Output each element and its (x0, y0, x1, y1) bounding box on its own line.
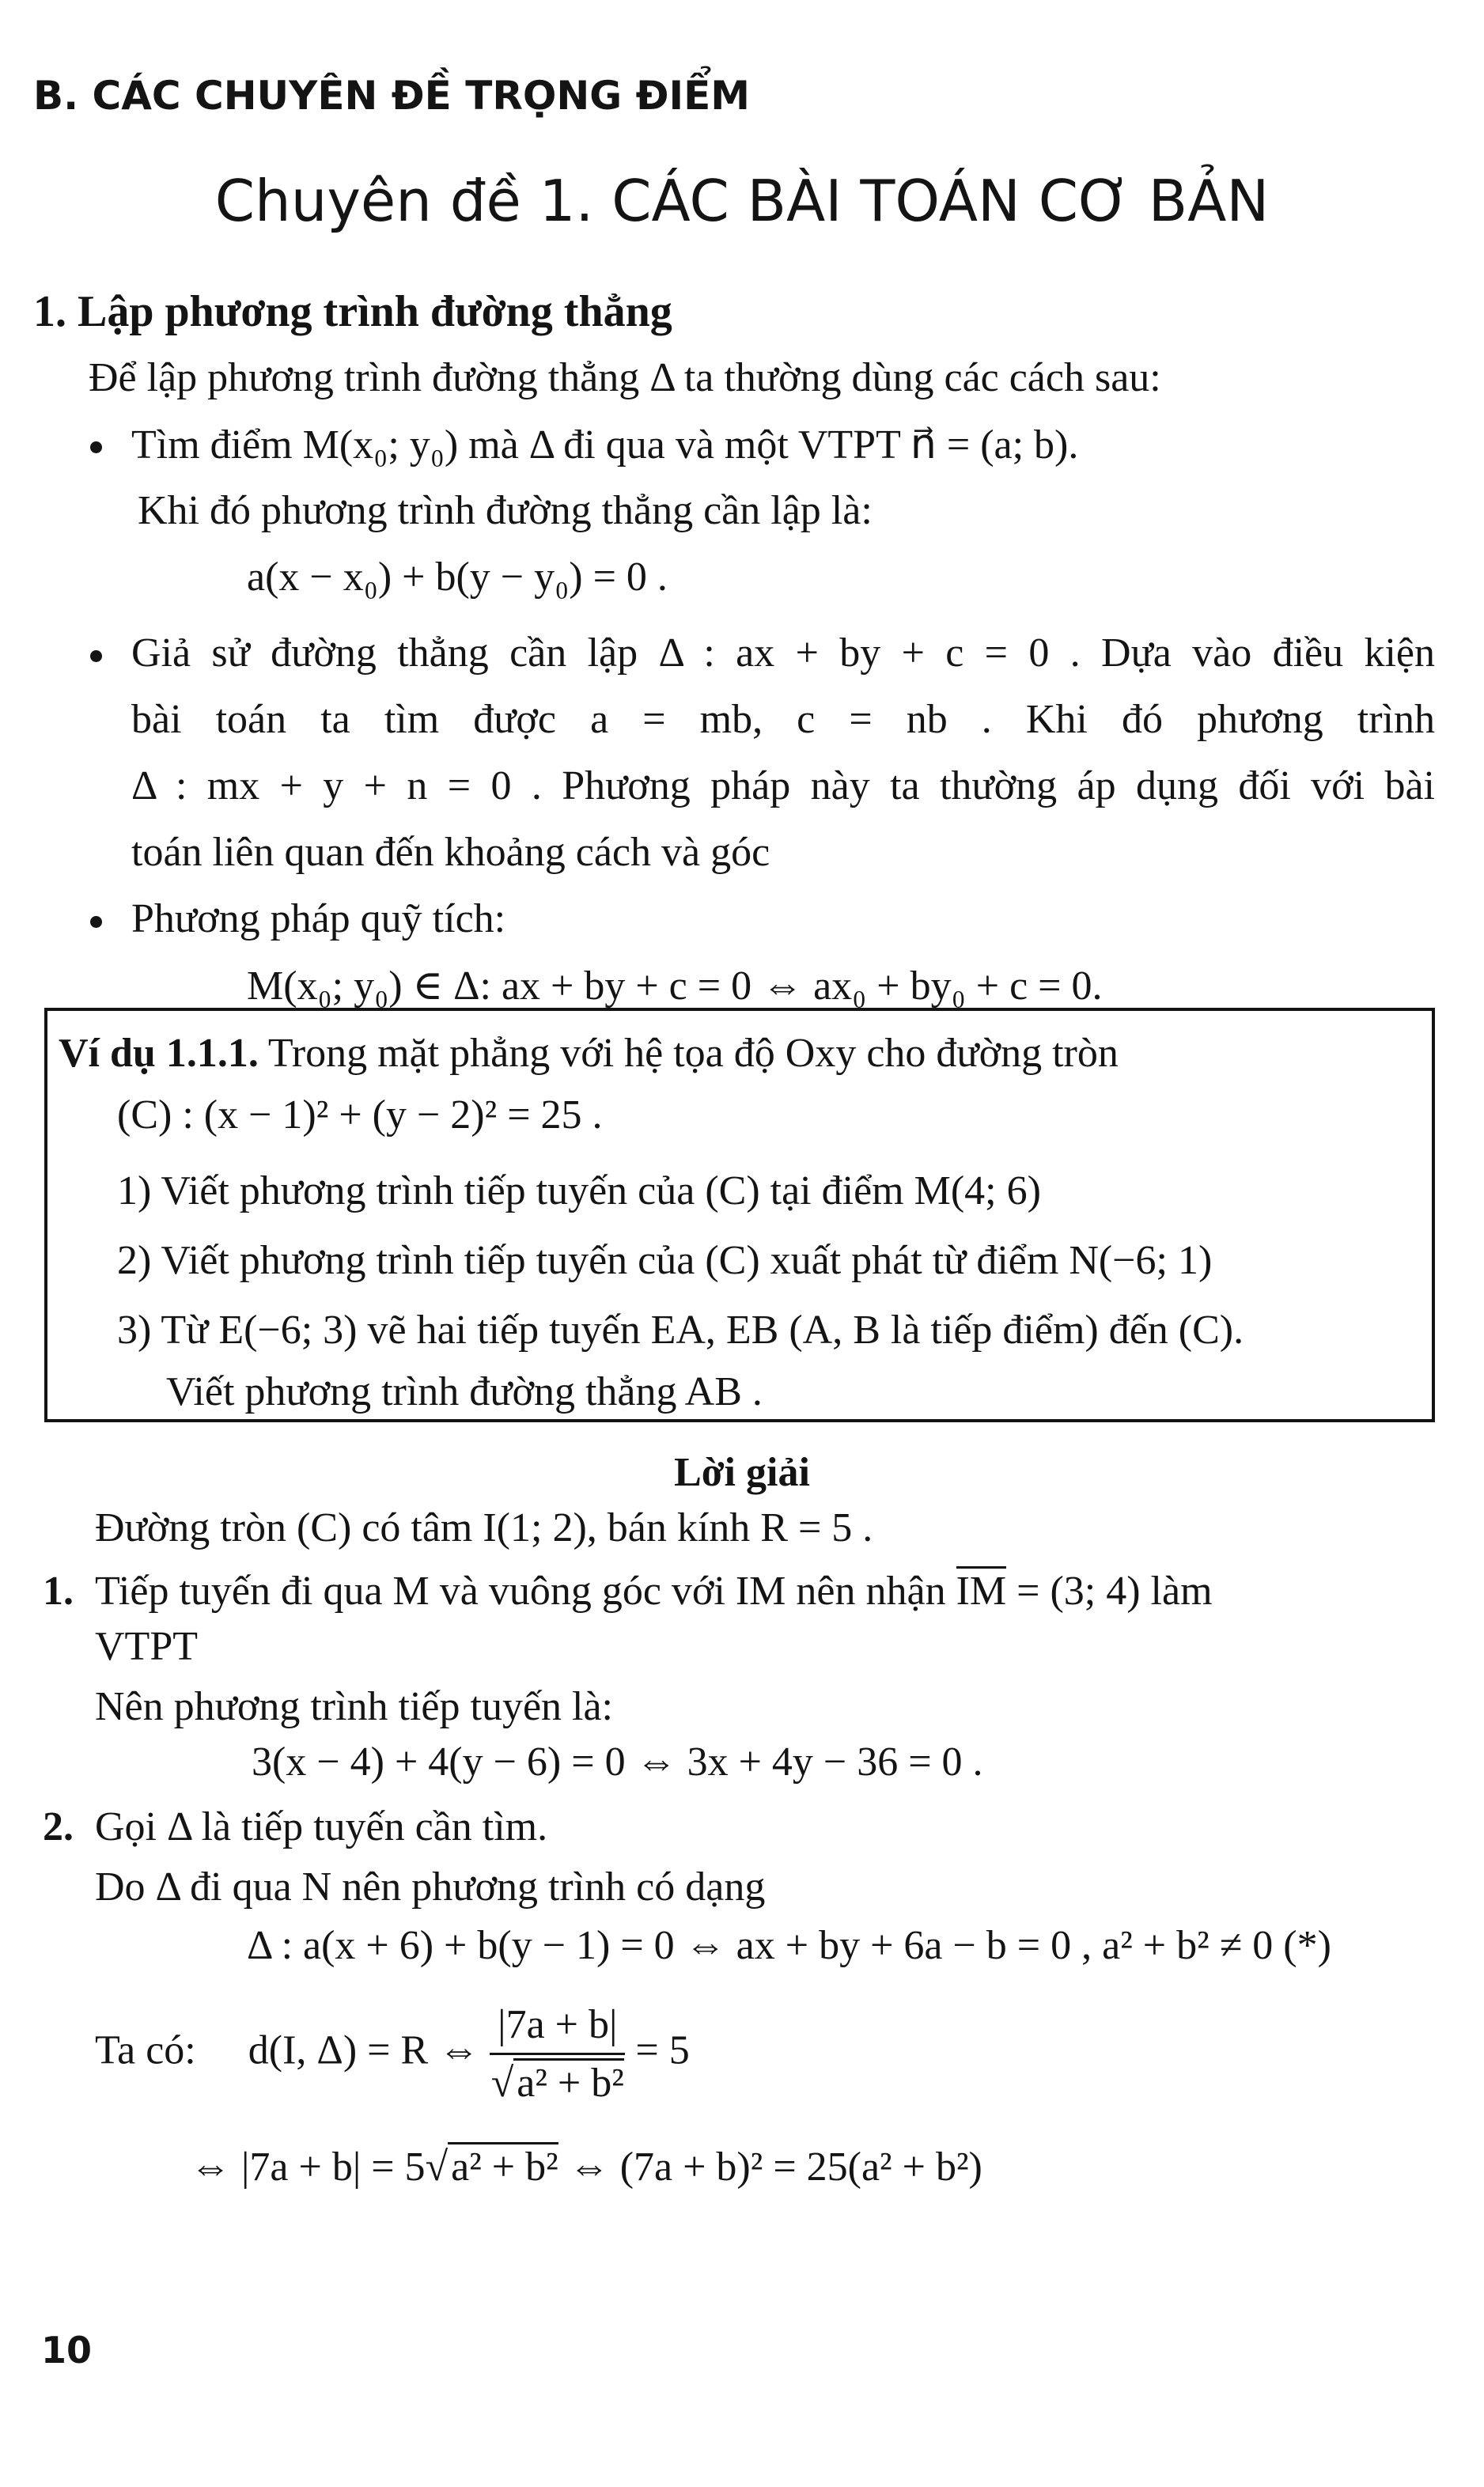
solution-distance-lhs: d(I, Δ) = R ⇔ (248, 2027, 480, 2073)
solution-taco-line (95, 2001, 690, 2107)
example-line-2: (C) : (x − 1)² + (y − 2)² = 25 . (117, 1092, 603, 1138)
solution-final-line: ⇔ |7a + b| = 5√a² + b² ⇔ (7a + b)² = 25(a² + b²) (190, 2144, 982, 2190)
solution-distance-rhs: = 5 (635, 2027, 690, 2073)
page-number: 10 (41, 2329, 93, 2372)
heading-1: 1. Lập phương trình đường thẳng (33, 287, 672, 336)
example-question-3-line-1: 3) Từ E(−6; 3) vẽ hai tiếp tuyến EA, EB (A, B là tiếp điểm) đến (C). (117, 1308, 1244, 1353)
solution-step-2-formula: Δ : a(x + 6) + b(y − 1) = 0 ⇔ ax + by + 6a − b = 0 , a² + b² ≠ 0 (*) (247, 1923, 1331, 1968)
bullet-1-line-1: Tìm điểm M(x₀; y₀) mà Δ đi qua và một VTPT n⃗ = (a; b). (131, 422, 1079, 467)
bullet-2-line-4: toán liên quan đến khoảng cách và góc (131, 830, 770, 875)
solution-step-1-line-1 (95, 1568, 1213, 1614)
fraction-numerator: |7a + b| (490, 2001, 625, 2055)
bullet-1-formula: a(x − x₀) + b(y − y₀) = 0 . (247, 555, 668, 600)
solution-step-2-line-2: Do Δ đi qua N nên phương trình có dạng (95, 1864, 766, 1910)
solution-heading: Lời giải (674, 1450, 810, 1495)
example-line-1-text: Trong mặt phẳng với hệ tọa độ Oxy cho đường tròn (267, 1031, 1119, 1076)
solution-step-2-line-1: Gọi Δ là tiếp tuyến cần tìm. (95, 1804, 548, 1849)
solution-taco-label: Ta có: (95, 2027, 196, 2073)
vector-im: IM (956, 1566, 1007, 1614)
bullet-2-line-1: Giả sử đường thẳng cần lập Δ : ax + by + c = 0 . Dựa vào điều kiện (131, 630, 1435, 676)
solution-line-1: Đường tròn (C) có tâm I(1; 2), bán kính R = 5 . (95, 1505, 873, 1550)
solution-step-1-line-2: VTPT (95, 1624, 198, 1669)
solution-step-1-vector-value: = (3; 4) làm (1016, 1569, 1213, 1614)
bullet-2-line-2: bài toán ta tìm được a = mb, c = nb . Khi đó phương trình (131, 697, 1435, 742)
distance-fraction (490, 2001, 625, 2107)
example-question-3-line-2: Viết phương trình đường thẳng AB . (166, 1369, 763, 1414)
solution-final-sqrt: a² + b² (448, 2142, 558, 2190)
solution-step-1-number: 1. (43, 1569, 74, 1614)
intro-text: Để lập phương trình đường thẳng Δ ta thường dùng các cách sau: (89, 355, 1161, 400)
chapter-title: Chuyên đề 1. CÁC BÀI TOÁN CƠ BẢN (214, 168, 1270, 234)
solution-final-part-b: ⇔ (7a + b)² = 25(a² + b²) (568, 2144, 982, 2190)
bullet-3-line-1: Phương pháp quỹ tích: (131, 896, 506, 941)
bullet-1-line-2: Khi đó phương trình đường thẳng cần lập là: (138, 488, 873, 533)
sqrt-content: a² + b² (513, 2058, 624, 2106)
bullet-3-formula: M(x₀; y₀) ∈ Δ: ax + by + c = 0 ⇔ ax₀ + by₀ + c = 0. (247, 963, 1103, 1009)
example-line-1 (59, 1030, 1119, 1077)
example-question-1: 1) Viết phương trình tiếp tuyến của (C) tại điểm M(4; 6) (117, 1168, 1041, 1213)
solution-final-part-a: ⇔ |7a + b| = 5 (190, 2144, 426, 2190)
solution-step-1-line-3: Nên phương trình tiếp tuyến là: (95, 1684, 614, 1729)
bullet-2-line-3: Δ : mx + y + n = 0 . Phương pháp này ta thường áp dụng đối với bài (131, 763, 1435, 808)
section-header: B. CÁC CHUYÊN ĐỀ TRỌNG ĐIỂM (33, 73, 751, 119)
solution-step-2-number: 2. (43, 1804, 74, 1849)
example-label: Ví dụ 1.1.1. (59, 1031, 259, 1076)
solution-step-1-formula: 3(x − 4) + 4(y − 6) = 0 ⇔ 3x + 4y − 36 = 0 . (252, 1739, 983, 1785)
example-question-2: 2) Viết phương trình tiếp tuyến của (C) xuất phát từ điểm N(−6; 1) (117, 1238, 1213, 1283)
fraction-denominator: √a² + b² (490, 2055, 625, 2107)
solution-step-1-text: Tiếp tuyến đi qua M và vuông góc với IM nên nhận (95, 1569, 946, 1614)
